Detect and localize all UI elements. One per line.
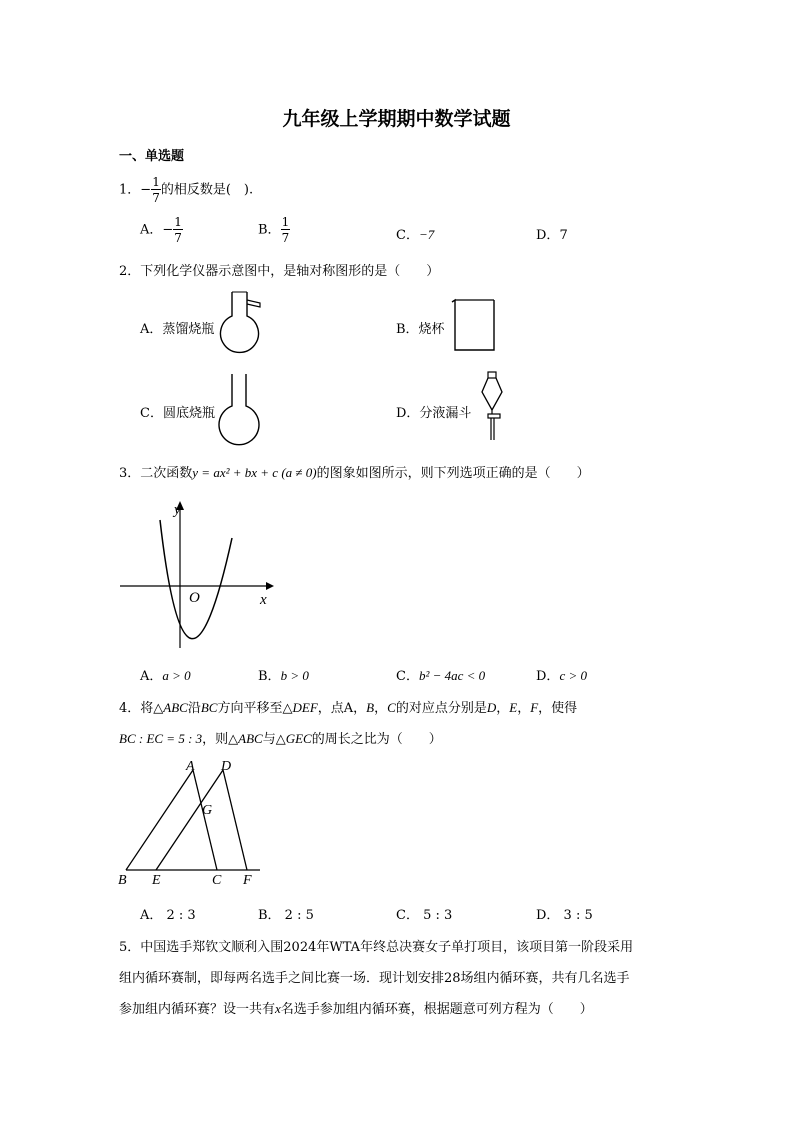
question-5-line-1: 5．中国选手郑钦文顺利入围2024年WTA年终总决赛女子单打项目，该项目第一阶段采用: [119, 940, 634, 955]
q1-frac-den: 7: [152, 191, 160, 205]
q3-formula: y = ax² + bx + c (a ≠ 0): [192, 465, 317, 480]
q1-option-d-label: D．: [536, 228, 560, 243]
q4-option-a[interactable]: A． 2 : 3: [140, 908, 196, 923]
question-2-stem: 2．下列化学仪器示意图中，是轴对称图形的是（ ）: [119, 264, 440, 279]
q4-text-7: ，: [496, 701, 510, 716]
q1-option-c[interactable]: [396, 224, 434, 243]
q4-text-8: ，: [517, 701, 531, 716]
q4-point-f: F: [530, 700, 539, 715]
q1-option-b-num: 1: [281, 215, 290, 229]
beaker-icon: [448, 296, 504, 356]
point-label-e: E: [152, 873, 161, 888]
q4-text-5: ，: [374, 701, 388, 716]
q4-text-6: 的对应点分别是: [395, 701, 487, 716]
q1-option-b-den: 7: [281, 231, 290, 245]
q4-text-3: 方向平移至: [217, 701, 283, 716]
question-4-line-1: [119, 697, 577, 716]
q4-text-10: ，则△: [202, 732, 239, 747]
q1-option-d[interactable]: [536, 224, 568, 243]
q4-abc-2: ABC: [238, 731, 263, 746]
q3-option-c-label: C．: [396, 669, 419, 684]
q3-option-d-value: c > 0: [559, 668, 587, 683]
q3-option-d-label: D．: [536, 669, 560, 684]
q4-gec: GEC: [285, 731, 312, 746]
graph-label-origin: O: [189, 590, 200, 606]
q4-text-12: 的周长之比为（ ）: [311, 732, 442, 747]
question-1-stem: [119, 176, 253, 204]
q3-tail: 的图象如图所示，则下列选项正确的是（ ）: [316, 466, 590, 481]
q4-bc: BC: [200, 700, 218, 715]
point-label-d: D: [221, 759, 232, 774]
q5-text-1: 参加组内循环赛？设一共有: [119, 1002, 276, 1017]
q1-option-a-label: A．: [140, 222, 163, 238]
q1-fraction: [151, 176, 161, 204]
q1-option-b-fraction: [281, 216, 291, 244]
q4-text-4: ，点A，: [317, 701, 367, 716]
point-label-a: A: [186, 759, 195, 774]
point-label-f: F: [243, 873, 252, 888]
section-heading: 一、单选题: [119, 149, 185, 164]
q4-ratio: BC : EC = 5 : 3: [119, 731, 203, 746]
q4-option-d[interactable]: D． 3 : 5: [536, 908, 593, 923]
q2-option-b[interactable]: B．烧杯: [396, 322, 445, 337]
q3-option-b[interactable]: [258, 665, 309, 684]
q1-option-c-value: −7: [418, 227, 435, 242]
x-axis-arrow-icon: [266, 582, 274, 590]
q4-option-b[interactable]: B． 2 : 5: [258, 908, 314, 923]
q4-text-9: ，使得: [538, 701, 578, 716]
q3-option-c[interactable]: [396, 665, 485, 684]
q4-point-c: C: [387, 700, 396, 715]
q4-def: △DEF: [282, 700, 318, 715]
q4-text-11: 与△: [262, 732, 286, 747]
q3-option-a-label: A．: [140, 669, 163, 684]
translated-triangles-figure: [116, 756, 266, 888]
q4-option-c[interactable]: C． 5 : 3: [396, 908, 453, 923]
distillation-flask-icon: [218, 290, 268, 360]
q1-option-d-value: 7: [559, 228, 568, 243]
segment-ab: [126, 770, 193, 870]
question-4-line-2: [119, 728, 442, 747]
q3-option-b-label: B．: [258, 669, 281, 684]
q1-frac-num: 1: [152, 175, 160, 189]
graph-label-x: x: [260, 592, 267, 608]
q1-option-a-num: 1: [174, 215, 182, 229]
q2-option-d[interactable]: D．分液漏斗: [396, 406, 472, 421]
separatory-funnel-icon: [478, 370, 508, 444]
q1-option-c-label: C．: [396, 228, 419, 243]
point-label-g: G: [202, 803, 213, 818]
q2-option-a[interactable]: A．蒸馏烧瓶: [140, 322, 215, 337]
q1-option-a[interactable]: [140, 216, 183, 244]
q3-option-c-value: b² − 4ac < 0: [418, 668, 486, 683]
q2-option-c[interactable]: C．圆底烧瓶: [140, 406, 215, 421]
point-label-c: C: [212, 873, 222, 888]
round-bottom-flask-icon: [218, 372, 268, 444]
parabola-curve: [160, 520, 232, 639]
q3-option-b-value: b > 0: [280, 668, 309, 683]
q1-suffix: 的相反数是( ).: [160, 182, 254, 198]
graph-label-y: y: [174, 502, 181, 518]
q4-point-d: D: [486, 700, 497, 715]
question-5-line-2: 组内循环赛制，即每两名选手之间比赛一场．现计划安排28场组内循环赛，共有几名选手: [119, 971, 630, 986]
q1-option-a-den: 7: [174, 231, 182, 245]
q4-abc: ABC: [163, 700, 188, 715]
q3-lead: 3．二次函数: [119, 466, 193, 481]
q4-text-2: 沿: [187, 701, 201, 716]
q1-option-a-sign: −: [162, 222, 174, 238]
question-5-line-3: [119, 998, 593, 1017]
point-label-b: B: [118, 873, 127, 888]
q1-minus: −: [140, 182, 152, 198]
q1-number: 1．: [119, 182, 141, 198]
q3-option-a[interactable]: [140, 665, 191, 684]
page-title: 九年级上学期期中数学试题: [282, 108, 511, 130]
q4-point-e: E: [509, 700, 518, 715]
q3-option-a-value: a > 0: [162, 668, 191, 683]
q4-text-1: 4．将△: [119, 701, 164, 716]
q1-option-b-label: B．: [258, 222, 281, 238]
q5-variable-x: x: [275, 1001, 281, 1016]
segment-df: [223, 770, 247, 870]
q5-text-2: 名选手参加组内循环赛，根据题意可列方程为（ ）: [280, 1002, 593, 1017]
question-3-stem: [119, 462, 590, 481]
q1-option-a-fraction: [173, 216, 183, 244]
parabola-graph: [116, 498, 286, 653]
q1-option-b[interactable]: [258, 216, 290, 244]
q3-option-d[interactable]: [536, 665, 587, 684]
q4-point-b: B: [366, 700, 375, 715]
